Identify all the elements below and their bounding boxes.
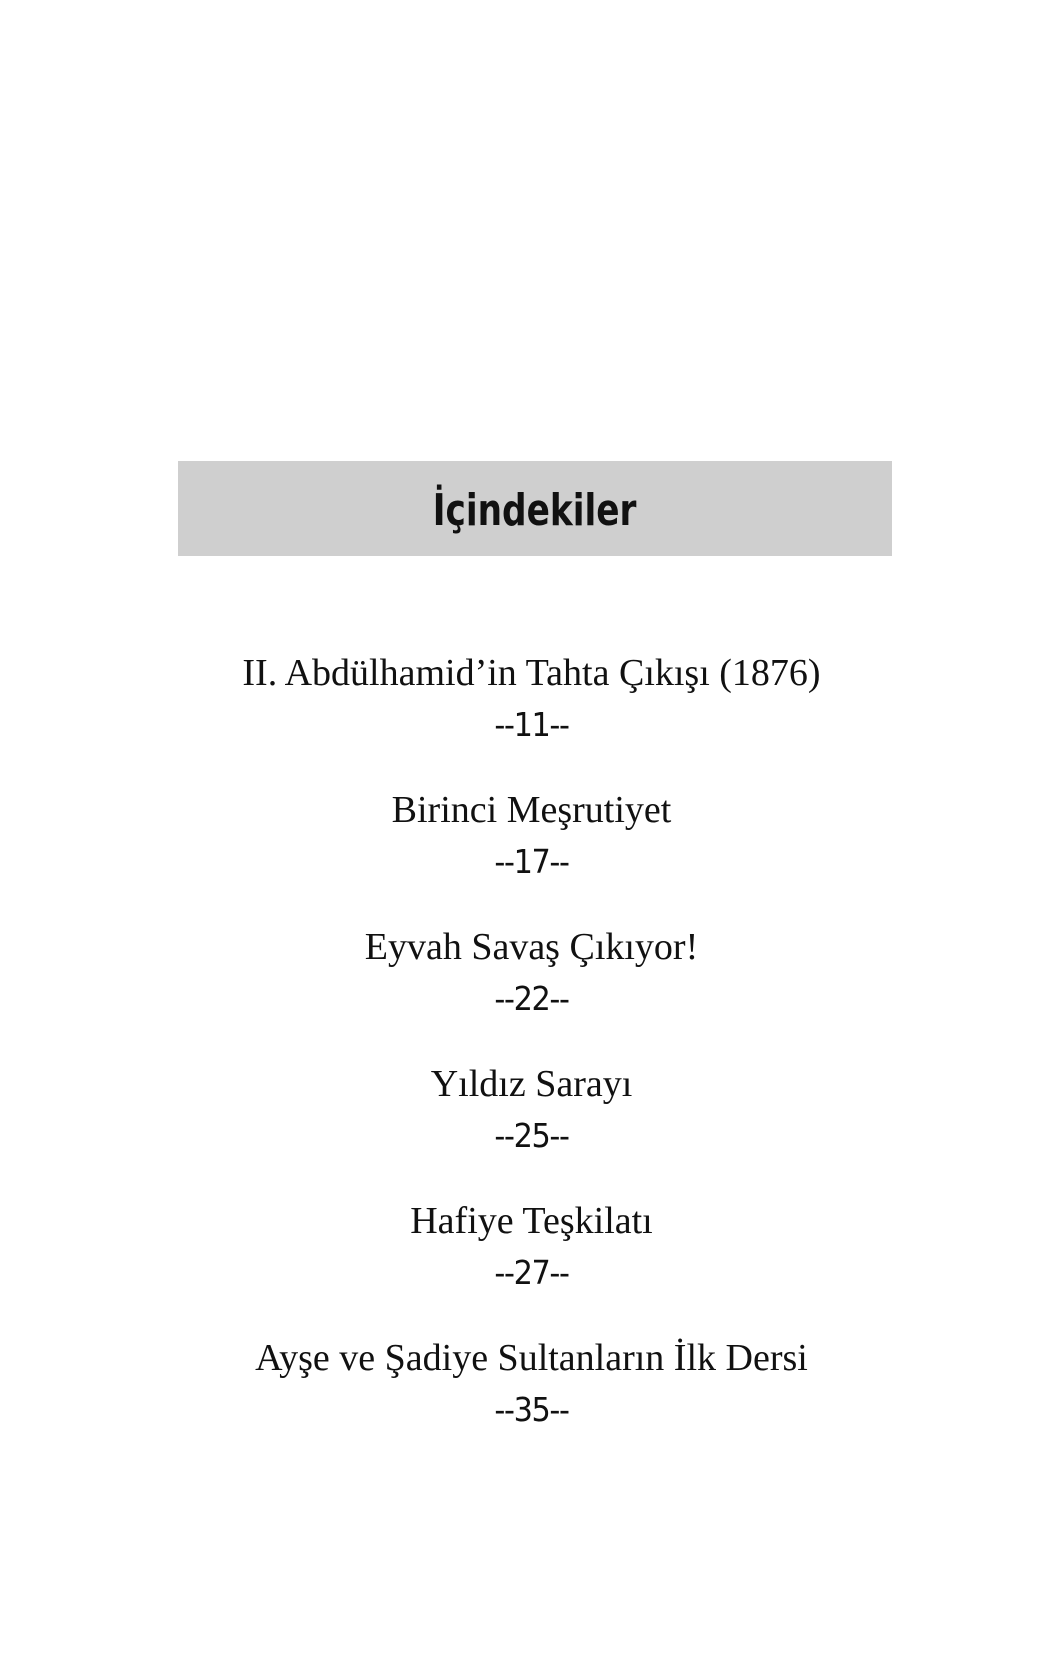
toc-entry-page-number: --17-- [494,842,569,881]
toc-entry-page-number: --35-- [494,1390,569,1429]
toc-entry-title: Yıldız Sarayı [430,1063,633,1105]
toc-entry [0,1061,1063,1156]
page-title: İçindekiler [433,485,637,536]
toc-entry-page-number: --11-- [494,705,569,744]
title-banner [178,461,892,556]
toc-entry-page-number: --27-- [494,1253,569,1292]
toc-entry-title: Eyvah Savaş Çıkıyor! [364,926,699,968]
toc-entry-title: Ayşe ve Şadiye Sultanların İlk Dersi [255,1337,808,1379]
toc-entry [0,1335,1063,1430]
toc-entry [0,787,1063,882]
toc-entry-title: II. Abdülhamid’in Tahta Çıkışı (1876) [242,652,821,694]
toc-entry-title: Birinci Meşrutiyet [391,789,672,831]
toc-entry-title: Hafiye Teşkilatı [410,1200,653,1242]
toc-entry [0,650,1063,745]
toc-entry-page-number: --25-- [494,1116,569,1155]
toc-entry [0,1198,1063,1293]
toc-entry [0,924,1063,1019]
toc-entry-page-number: --22-- [494,979,569,1018]
